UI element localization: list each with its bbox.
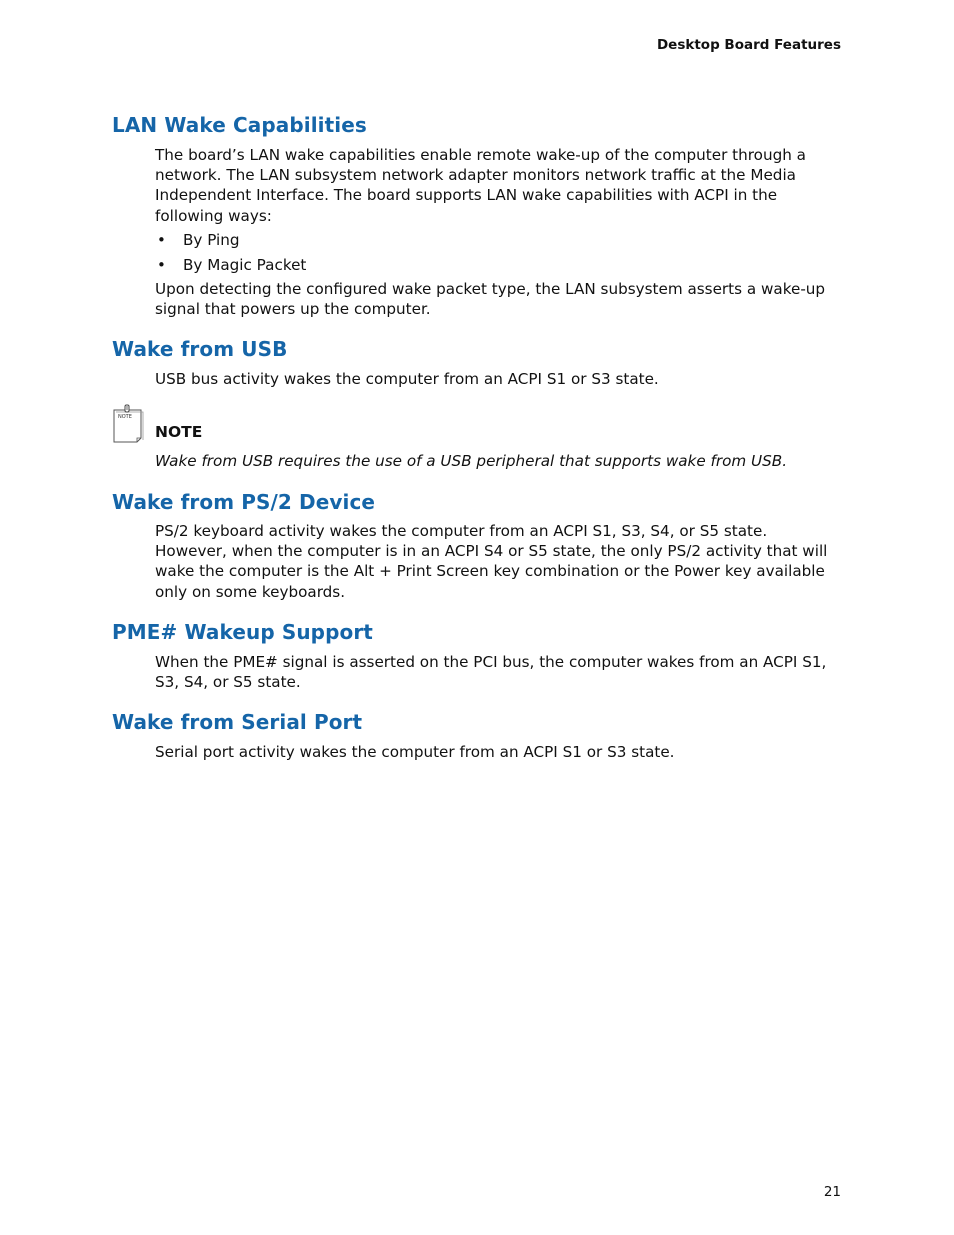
list-item-text: By Ping [183, 231, 240, 249]
section-title-wake-serial: Wake from Serial Port [112, 710, 363, 734]
section-title-pme-wakeup: PME# Wakeup Support [112, 620, 373, 644]
bullet-icon: • [157, 231, 166, 249]
bullet-icon: • [157, 255, 166, 274]
note-text: Wake from USB requires the use of a USB peripheral that supports wake from USB. [155, 452, 788, 470]
wake-usb-paragraph: USB bus activity wakes the computer from an ACPI S1 or S3 state. [155, 370, 659, 388]
lan-wake-methods-list [155, 230, 306, 279]
page-number: 21 [823, 1184, 841, 1200]
section-title-wake-ps2: Wake from PS/2 Device [112, 490, 376, 514]
lan-wake-detail-paragraph: Upon detecting the configured wake packet type, the LAN subsystem asserts a wake-up signal that powers up the computer. [155, 280, 826, 319]
list-item [155, 230, 306, 250]
note-icon-text: NOTE [118, 414, 132, 420]
running-header: Desktop Board Features [656, 37, 841, 53]
wake-ps2-paragraph: PS/2 keyboard activity wakes the computer from an ACPI S1, S3, S4, or S5 state. However, when the computer is in an ACPI S4 or S5 state, the only PS/2 activity that will wake the computer is the Alt + Print Screen key combination or the Power key available only on some keyboards. [155, 522, 828, 601]
note-pad-icon [111, 404, 145, 444]
list-item [155, 255, 306, 275]
section-title-wake-usb: Wake from USB [112, 337, 288, 361]
note-label: NOTE [155, 423, 203, 441]
lan-wake-intro-paragraph: The board’s LAN wake capabilities enable remote wake-up of the computer through a network. The LAN subsystem network adapter monitors network traffic at the Media Independent Interface. The board supports LAN wake capabilities with ACPI in the following ways: [155, 146, 806, 225]
pme-wakeup-paragraph: When the PME# signal is asserted on the PCI bus, the computer wakes from an ACPI S1, S3, S4, or S5 state. [155, 653, 827, 692]
section-title-lan-wake: LAN Wake Capabilities [112, 113, 367, 137]
list-item-text: By Magic Packet [183, 255, 307, 274]
wake-serial-paragraph: Serial port activity wakes the computer from an ACPI S1 or S3 state. [155, 743, 675, 761]
